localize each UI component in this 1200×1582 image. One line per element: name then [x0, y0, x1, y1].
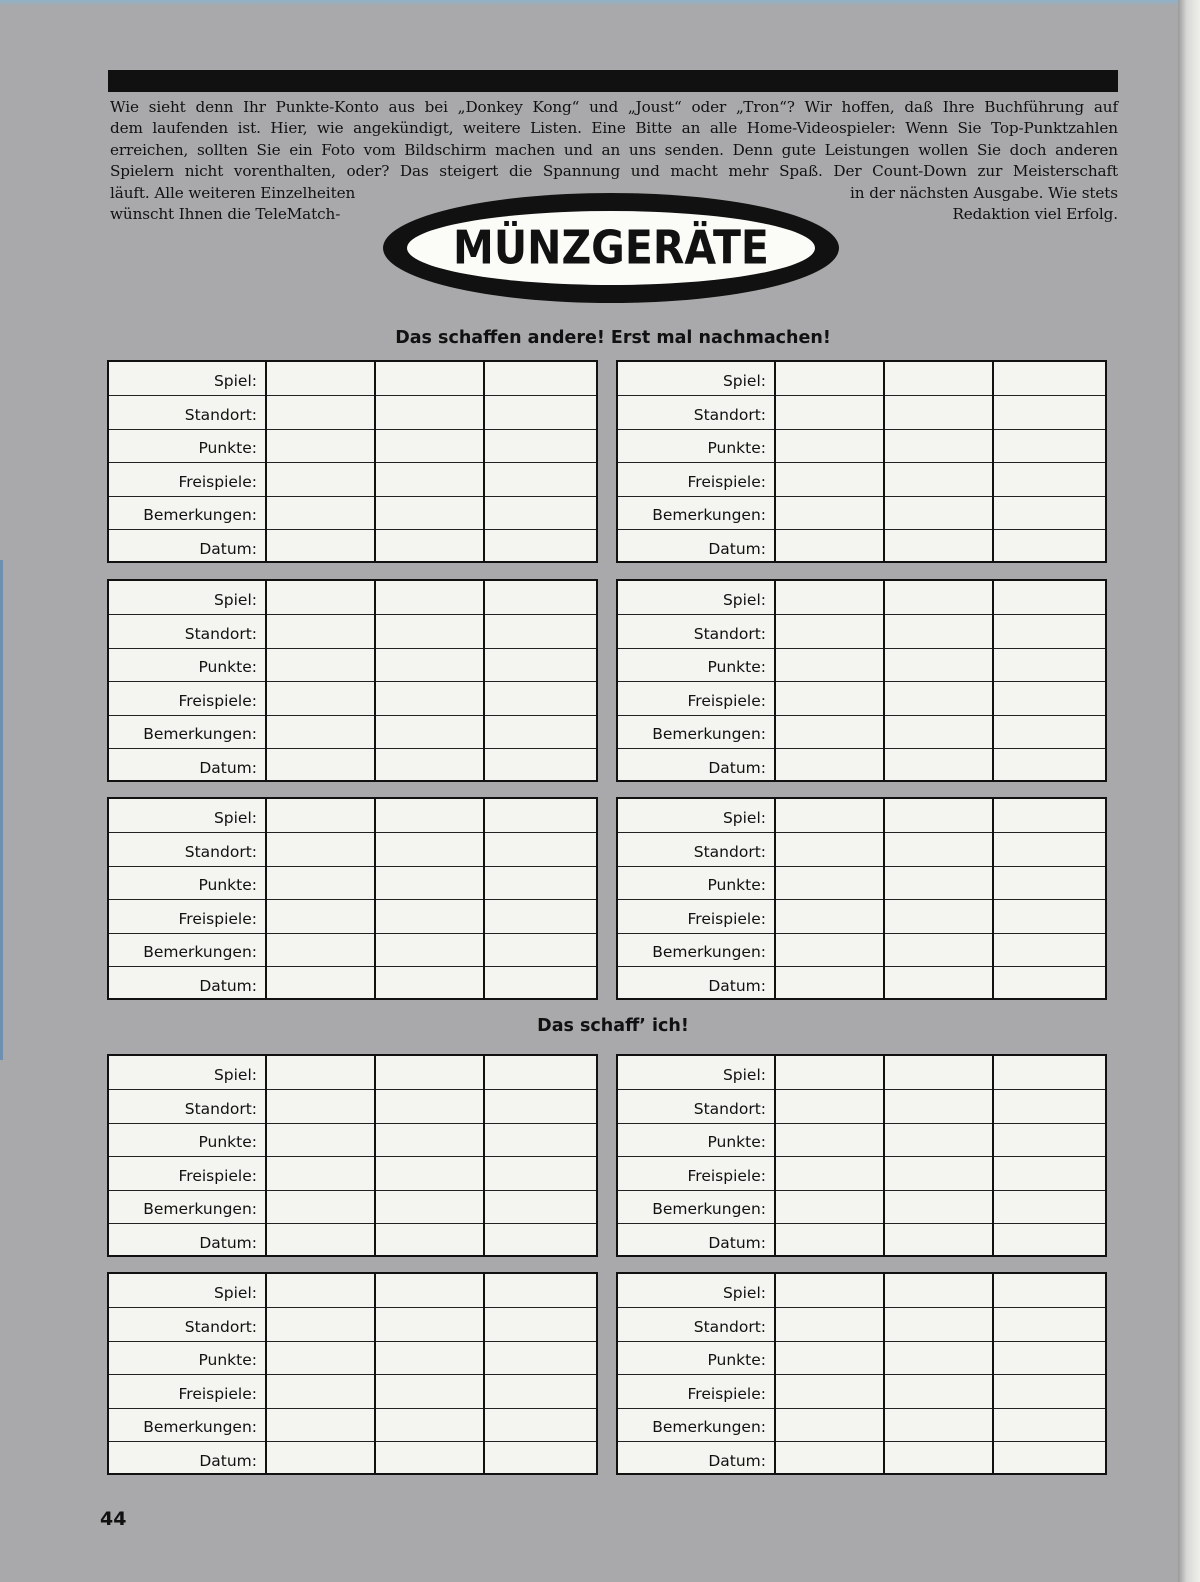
field-label: Punkte:: [198, 1351, 257, 1369]
score-card-row: [109, 1274, 596, 1308]
score-card-row: [618, 396, 1105, 430]
score-card-row: [109, 1442, 596, 1476]
score-card[interactable]: [616, 1272, 1107, 1475]
field-label: Datum:: [199, 758, 257, 777]
field-label: Freispiele:: [687, 691, 766, 710]
score-card-row: [618, 581, 1105, 615]
score-card-row: [109, 1157, 596, 1191]
field-label: Freispiele:: [687, 472, 766, 491]
page-number: 44: [100, 1508, 127, 1530]
field-label: Bemerkungen:: [652, 943, 766, 961]
score-card[interactable]: [107, 1272, 598, 1475]
field-label: Spiel:: [722, 809, 766, 827]
score-card-row: [109, 682, 596, 716]
header-bar: [108, 70, 1118, 92]
score-card-row: [109, 1224, 596, 1258]
field-label: Standort:: [184, 624, 257, 643]
field-label: Spiel:: [722, 372, 766, 390]
field-label: Freispiele:: [178, 1384, 257, 1403]
score-card-row: [618, 1056, 1105, 1090]
page-left-edge: [0, 560, 3, 1060]
field-label: Standort:: [184, 1317, 257, 1336]
score-card-row: [109, 900, 596, 934]
field-label: Punkte:: [198, 1133, 257, 1151]
field-label: Bemerkungen:: [652, 1200, 766, 1218]
column-divider: [483, 799, 485, 998]
column-divider: [265, 581, 267, 780]
column-divider: [883, 1056, 885, 1255]
field-label: Standort:: [184, 405, 257, 424]
intro-line-2: dem laufenden ist. Hier, wie angekündigt, weitere Listen. Eine Bitte an alle Home-Videospieler: Wenn Sie Top-Punktzahlen: [110, 119, 1118, 138]
score-card-row: [109, 1056, 596, 1090]
column-divider: [883, 362, 885, 561]
field-label: Standort:: [693, 624, 766, 643]
intro-line-1: Wie sieht denn Ihr Punkte-Konto aus bei „Donkey Kong“ und „Joust“ oder „Tron“? Wir hoffen, daß Ihre Buchführung auf: [110, 98, 1118, 116]
column-divider: [883, 799, 885, 998]
column-divider: [483, 1274, 485, 1473]
column-divider: [774, 1274, 776, 1473]
score-card[interactable]: [616, 360, 1107, 563]
field-label: Bemerkungen:: [652, 1418, 766, 1436]
field-label: Freispiele:: [178, 909, 257, 928]
column-divider: [265, 1274, 267, 1473]
field-label: Spiel:: [722, 1284, 766, 1302]
score-card-row: [618, 1442, 1105, 1476]
score-card-row: [109, 1090, 596, 1124]
field-label: Punkte:: [198, 439, 257, 457]
field-label: Standort:: [693, 842, 766, 861]
field-label: Punkte:: [198, 658, 257, 676]
field-label: Datum:: [199, 1233, 257, 1252]
field-label: Standort:: [184, 842, 257, 861]
field-label: Bemerkungen:: [652, 506, 766, 524]
score-card-row: [618, 715, 1105, 749]
intro-line-5-right: in der nächsten Ausgabe. Wie stets: [850, 183, 1118, 202]
score-card-row: [618, 648, 1105, 682]
column-divider: [774, 799, 776, 998]
column-divider: [265, 362, 267, 561]
score-card[interactable]: [107, 360, 598, 563]
field-label: Datum:: [708, 1451, 766, 1470]
field-label: Bemerkungen:: [143, 506, 257, 524]
score-card-row: [618, 615, 1105, 649]
field-label: Freispiele:: [687, 1166, 766, 1185]
score-card-row: [618, 900, 1105, 934]
score-card[interactable]: [616, 797, 1107, 1000]
score-card-row: [109, 463, 596, 497]
score-card-row: [109, 866, 596, 900]
column-divider: [374, 1056, 376, 1255]
field-label: Freispiele:: [178, 691, 257, 710]
heading-mine: Das schaff’ ich!: [537, 1016, 689, 1036]
column-divider: [483, 362, 485, 561]
score-card-row: [109, 1308, 596, 1342]
score-card-row: [618, 933, 1105, 967]
field-label: Bemerkungen:: [143, 1418, 257, 1436]
page-top-edge: [0, 0, 1178, 6]
score-card[interactable]: [107, 797, 598, 1000]
field-label: Datum:: [199, 1451, 257, 1470]
score-card-row: [109, 496, 596, 530]
score-card-row: [618, 866, 1105, 900]
score-card-row: [109, 715, 596, 749]
score-card-row: [618, 749, 1105, 783]
heading-others: Das schaffen andere! Erst mal nachmachen!: [395, 328, 831, 348]
field-label: Punkte:: [707, 439, 766, 457]
score-card-row: [618, 429, 1105, 463]
score-card-row: [618, 833, 1105, 867]
column-divider: [883, 1274, 885, 1473]
column-divider: [992, 581, 994, 780]
score-card-row: [618, 1375, 1105, 1409]
score-card-row: [618, 496, 1105, 530]
score-card-row: [618, 1341, 1105, 1375]
column-divider: [883, 581, 885, 780]
score-card-row: [618, 1224, 1105, 1258]
field-label: Datum:: [708, 1233, 766, 1252]
column-divider: [992, 799, 994, 998]
column-divider: [774, 1056, 776, 1255]
score-card-row: [109, 1341, 596, 1375]
score-card[interactable]: [616, 579, 1107, 782]
field-label: Standort:: [693, 1317, 766, 1336]
column-divider: [774, 362, 776, 561]
score-card-row: [109, 933, 596, 967]
score-card[interactable]: [616, 1054, 1107, 1257]
score-card-row: [618, 530, 1105, 564]
score-card-row: [109, 1123, 596, 1157]
field-label: Datum:: [708, 539, 766, 558]
column-divider: [774, 581, 776, 780]
field-label: Spiel:: [213, 1284, 257, 1302]
field-label: Spiel:: [213, 591, 257, 609]
field-label: Spiel:: [213, 1066, 257, 1084]
score-card-row: [109, 581, 596, 615]
score-card-row: [109, 1408, 596, 1442]
field-label: Punkte:: [707, 876, 766, 894]
column-divider: [374, 362, 376, 561]
score-card-row: [618, 463, 1105, 497]
score-card-row: [109, 362, 596, 396]
field-label: Standort:: [184, 1099, 257, 1118]
intro-line-3: erreichen, sollten Sie ein Foto vom Bildschirm machen und an uns senden. Denn gute Leistungen wollen Sie doch anderen: [110, 140, 1118, 159]
score-card[interactable]: [107, 579, 598, 782]
field-label: Standort:: [693, 405, 766, 424]
score-card-row: [618, 1090, 1105, 1124]
score-card[interactable]: [107, 1054, 598, 1257]
column-divider: [992, 1274, 994, 1473]
field-label: Spiel:: [722, 1066, 766, 1084]
score-card-row: [618, 682, 1105, 716]
score-card-row: [109, 749, 596, 783]
score-card-row: [109, 530, 596, 564]
magazine-spine: [1178, 0, 1200, 1582]
field-label: Bemerkungen:: [652, 725, 766, 743]
score-card-row: [618, 1123, 1105, 1157]
field-label: Freispiele:: [178, 472, 257, 491]
muenzgeraete-logo: [383, 193, 839, 303]
score-card-row: [618, 1190, 1105, 1224]
score-card-row: [109, 615, 596, 649]
score-card-row: [109, 648, 596, 682]
score-card-row: [618, 967, 1105, 1001]
field-label: Datum:: [708, 758, 766, 777]
field-label: Bemerkungen:: [143, 725, 257, 743]
column-divider: [992, 1056, 994, 1255]
field-label: Punkte:: [707, 1351, 766, 1369]
column-divider: [265, 799, 267, 998]
intro-line-4: Spielern nicht vorenthalten, oder? Das steigert die Spannung und macht mehr Spaß. Der Count-Down zur Meisterschaft: [110, 162, 1118, 181]
field-label: Standort:: [693, 1099, 766, 1118]
score-card-row: [618, 1274, 1105, 1308]
column-divider: [483, 1056, 485, 1255]
score-card-row: [618, 1408, 1105, 1442]
column-divider: [265, 1056, 267, 1255]
field-label: Freispiele:: [178, 1166, 257, 1185]
intro-line-6-left: wünscht Ihnen die TeleMatch-: [110, 205, 341, 224]
field-label: Bemerkungen:: [143, 1200, 257, 1218]
field-label: Punkte:: [198, 876, 257, 894]
column-divider: [374, 581, 376, 780]
score-card-row: [109, 967, 596, 1001]
score-card-row: [618, 1157, 1105, 1191]
score-card-row: [109, 799, 596, 833]
score-card-row: [618, 799, 1105, 833]
column-divider: [374, 799, 376, 998]
field-label: Punkte:: [707, 1133, 766, 1151]
field-label: Datum:: [708, 976, 766, 995]
field-label: Freispiele:: [687, 909, 766, 928]
score-card-row: [109, 396, 596, 430]
field-label: Punkte:: [707, 658, 766, 676]
logo-inner-oval: [407, 211, 815, 285]
column-divider: [374, 1274, 376, 1473]
column-divider: [992, 362, 994, 561]
column-divider: [483, 581, 485, 780]
field-label: Spiel:: [213, 372, 257, 390]
field-label: Datum:: [199, 539, 257, 558]
score-card-row: [109, 1190, 596, 1224]
score-card-row: [109, 1375, 596, 1409]
intro-line-6-right: Redaktion viel Erfolg.: [952, 205, 1118, 224]
score-card-row: [109, 429, 596, 463]
field-label: Datum:: [199, 976, 257, 995]
field-label: Bemerkungen:: [143, 943, 257, 961]
score-card-row: [618, 1308, 1105, 1342]
field-label: Freispiele:: [687, 1384, 766, 1403]
intro-line-5-left: läuft. Alle weiteren Einzelheiten: [110, 183, 356, 202]
score-card-row: [618, 362, 1105, 396]
field-label: Spiel:: [722, 591, 766, 609]
field-label: Spiel:: [213, 809, 257, 827]
logo-text: MÜNZGERÄTE: [453, 221, 769, 275]
score-card-row: [109, 833, 596, 867]
